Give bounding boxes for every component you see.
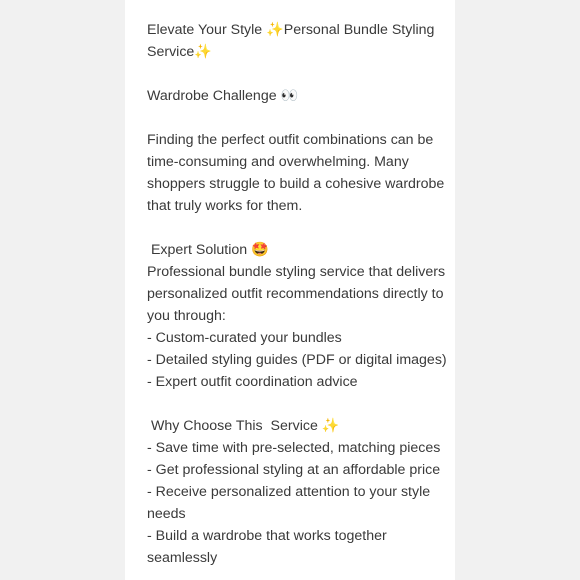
section-heading-why: Why Choose This Service ✨ bbox=[147, 418, 340, 434]
body-line: personalized outfit recommendations directly to bbox=[147, 286, 444, 302]
list-item: - Get professional styling at an affordable price bbox=[147, 462, 441, 478]
list-item: - Custom-curated your bundles bbox=[147, 330, 342, 346]
spacer bbox=[147, 107, 447, 129]
title-line-1: Elevate Your Style ✨Personal Bundle Styling bbox=[147, 22, 435, 38]
spacer bbox=[147, 217, 447, 239]
list-item-continued: needs bbox=[147, 506, 186, 522]
section-heading-solution: Expert Solution 🤩 bbox=[147, 242, 269, 258]
list-item: - Detailed styling guides (PDF or digital images) bbox=[147, 352, 447, 368]
post-text bbox=[147, 19, 447, 569]
section-heading-challenge: Wardrobe Challenge 👀 bbox=[147, 88, 299, 104]
spacer bbox=[147, 393, 447, 415]
list-item-continued: seamlessly bbox=[147, 550, 218, 566]
body-line: time-consuming and overwhelming. Many bbox=[147, 154, 409, 170]
list-item: - Expert outfit coordination advice bbox=[147, 374, 358, 390]
title-line-2: Service✨ bbox=[147, 44, 212, 60]
body-line: Finding the perfect outfit combinations can be bbox=[147, 132, 434, 148]
body-line: shoppers struggle to build a cohesive wardrobe bbox=[147, 176, 445, 192]
list-item: - Receive personalized attention to your style bbox=[147, 484, 431, 500]
blurred-background-left bbox=[0, 0, 125, 580]
body-line: you through: bbox=[147, 308, 226, 324]
list-item: - Build a wardrobe that works together bbox=[147, 528, 387, 544]
list-item: - Save time with pre-selected, matching pieces bbox=[147, 440, 441, 456]
spacer bbox=[147, 63, 447, 85]
post-card bbox=[125, 0, 455, 580]
blurred-background-right bbox=[455, 0, 580, 580]
body-line: that truly works for them. bbox=[147, 198, 303, 214]
body-line: Professional bundle styling service that delivers bbox=[147, 264, 446, 280]
